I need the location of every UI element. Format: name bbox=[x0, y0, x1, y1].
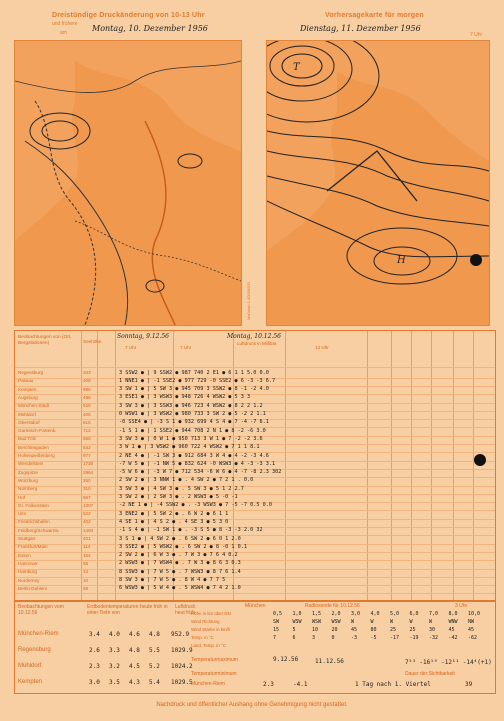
station-name: Bad Tölz bbox=[18, 436, 37, 442]
station-values: 3 ENE2 ● | 5 SW 2 ● . 6 W 2 ● 6 1 1 bbox=[119, 510, 229, 517]
sonde-value: 80 bbox=[370, 627, 377, 633]
station-height: 525 bbox=[83, 403, 91, 409]
sonde-value: 4,0 bbox=[370, 611, 380, 617]
station-values: 2 SW 2 ● | 6 W 3 ● . 7 W 3 ● 7 6 4 0.2 bbox=[119, 552, 238, 559]
station-values: 2 SW 2 ● | 3 NNW 1 ● . 4 SW 2 ● 7 2 1 . 0.0 bbox=[119, 477, 254, 484]
soil-station-name: München-Riem bbox=[18, 631, 59, 637]
sonde-value: 3 bbox=[312, 635, 316, 641]
station-height: 58 bbox=[83, 585, 89, 591]
sonde-value: 7 bbox=[273, 635, 277, 641]
station-values: 4 SE 1 ● | 4 S 2 ● . 4 SE 3 ● 5 3 0 bbox=[119, 518, 229, 525]
station-values: -1 S 4 ● | -1 SW 1 ● . -3 S 5 ● 8 -3 -3 2.0 32 bbox=[119, 527, 263, 534]
station-height: 401 bbox=[83, 536, 91, 541]
station-height: 405 bbox=[83, 411, 91, 417]
station-height: 114 bbox=[83, 544, 91, 550]
pressure-change-map-drawing bbox=[15, 41, 241, 325]
station-name: München-Stadt bbox=[18, 403, 50, 409]
station-values: 2 NE 4 ● | -1 SW 3 ● 912 684 3 W 4 ● 4 -2 -3 4.6 bbox=[119, 452, 269, 459]
station-values: 3 SW 2 ● | 2 SW 3 ● . 2 WSW3 ● 5 -0 -1 bbox=[119, 494, 238, 500]
station-height: 498 bbox=[83, 394, 91, 400]
station-name: Feldberg/Schwarzw. bbox=[18, 527, 60, 533]
station-name: Zugspitze bbox=[18, 469, 38, 475]
station-values: 6 WSW3 ● | 5 W 4 ● . 5 WSW4 ● 7 4 2 1.0 bbox=[119, 585, 241, 592]
station-values: 0 WSW1 ● | 3 WSW2 ● 980 733 3 SW 2 ● 5 -2 2 1.1 bbox=[119, 411, 266, 417]
radiosonde-sub: Radiosonde für 10.12.56 bbox=[305, 603, 360, 609]
sonde-value: 3,0 bbox=[351, 611, 361, 617]
time7b-header: 7 Uhr bbox=[180, 345, 192, 350]
station-values: -2 NE 1 ● | -4 SSW2 ● . -3 WSW3 ● 7 -5 -7 0.5 0.0 bbox=[119, 502, 273, 509]
station-name: Berchtesgaden bbox=[18, 444, 49, 450]
min-label: Temperaturminimum bbox=[191, 671, 237, 677]
sonde-value: 45 bbox=[351, 627, 358, 633]
soil-pressure-value: 1024.2 bbox=[171, 663, 193, 670]
sonde-value: 10,0 bbox=[468, 611, 481, 617]
station-height: 567 bbox=[83, 494, 91, 500]
bottom-panel bbox=[14, 600, 496, 694]
sonde-row-label: Temp. in °C bbox=[191, 635, 214, 640]
day1-header: Sonntag, 9.12.56 bbox=[117, 333, 169, 340]
sonde-value: W bbox=[351, 619, 355, 625]
forecast-map bbox=[266, 40, 490, 326]
sonde-value: WNW bbox=[448, 619, 458, 625]
station-name: Friedrichshafen bbox=[18, 519, 50, 525]
sonde-value: 5 bbox=[292, 627, 296, 633]
sonde-value: 2,0 bbox=[331, 611, 341, 617]
soil-temp-value: 3.3 bbox=[109, 647, 120, 654]
soil-temp-value: 3.0 bbox=[89, 679, 100, 686]
soil-temp-value: 5.2 bbox=[149, 663, 160, 670]
pressure-col-label: Luftdruck heut früh bbox=[175, 604, 196, 616]
time13-header: 13 Uhr bbox=[315, 345, 329, 350]
station-name: Gr. Falkenstein bbox=[18, 502, 49, 508]
sonde-value: 45 bbox=[468, 627, 475, 633]
station-name: Mühldorf bbox=[18, 411, 36, 417]
punch-hole-top bbox=[470, 254, 482, 266]
max-label: Temperaturmaximum bbox=[191, 657, 238, 663]
soil-temp-value: 4.3 bbox=[129, 679, 140, 686]
sonde-value: -5 bbox=[370, 635, 377, 641]
time7-header: 7 Uhr bbox=[125, 345, 137, 350]
sonde-value: 45 bbox=[448, 627, 455, 633]
station-values: 2 WSW3 ● | 7 WSW4 ● . 7 W 3 ● 8 6 3 0.3 bbox=[119, 560, 241, 567]
station-name: Passau bbox=[18, 378, 34, 384]
sonde-value: W bbox=[409, 619, 413, 625]
sonde-value: -19 bbox=[409, 635, 419, 641]
sonde-value: NW bbox=[468, 619, 475, 625]
left-map-subtitle: und frühere bbox=[52, 21, 78, 27]
station-values: -5 W 6 ● | -3 W 7 ● 712 534 -6 W 6 ● 4 -7 -8 2.3 302 bbox=[119, 469, 282, 476]
footer-notice: Nachdruck und öffentlicher Aushang ohne Genehmigung nicht gestattet. bbox=[156, 702, 348, 708]
right-map-date: Dienstag, 11. Dezember 1956 bbox=[300, 24, 421, 33]
soil-temp-value: 5.5 bbox=[149, 647, 160, 654]
station-name: Hamburg bbox=[18, 569, 37, 575]
sonde-value: -3 bbox=[351, 635, 358, 641]
sonde-value: 20 bbox=[331, 627, 338, 633]
station-values: 3 SW 3 ● | 4 SW 3 ● . 5 SW 3 ● 5 1 2 2.7 bbox=[119, 485, 244, 492]
station-height: 408 bbox=[83, 378, 91, 384]
sonde-value: WSW bbox=[292, 619, 302, 625]
station-name: Hannover bbox=[18, 560, 38, 566]
right-map-title: Vorhersagekarte für morgen bbox=[325, 12, 424, 19]
station-height: 402 bbox=[83, 519, 91, 525]
soil-temp-value: 4.5 bbox=[129, 663, 140, 670]
station-height: 260 bbox=[83, 477, 91, 483]
observations-table bbox=[14, 330, 496, 602]
station-height: 343 bbox=[83, 370, 91, 375]
sonde-value: W bbox=[370, 619, 374, 625]
soil-temp-value: 3.5 bbox=[109, 679, 120, 686]
station-values: 3 SW 3 ● | 3 SSW3 ● 946 723 4 WSW2 ● 8 2 2 1.2 bbox=[119, 402, 263, 409]
right-map-time: 7 Uhr bbox=[470, 32, 483, 38]
station-name: Wendelstein bbox=[18, 461, 44, 467]
sonde-row-label: Höhe in km über NN bbox=[191, 611, 231, 616]
pressure-change-map bbox=[14, 40, 242, 326]
station-name: Garmisch-Partenk. bbox=[18, 428, 57, 434]
sonde-row-label: Land, Temp. in °C bbox=[191, 643, 226, 648]
mond-text: 7⁵³ -16¹⁹ -12¹¹ -14⁴(+1) bbox=[405, 659, 492, 666]
station-name: Ulm bbox=[18, 511, 27, 517]
sonde-value: 25 bbox=[390, 627, 397, 633]
bottom-label-left: Beobachtungen vom 10.12.56 bbox=[18, 604, 64, 616]
station-height: 1730 bbox=[83, 461, 94, 467]
station-name: Kempten bbox=[18, 386, 37, 392]
station-values: 3 ESE1 ● | 3 WSW3 ● 948 726 4 WSW2 ● 5 3 3 bbox=[119, 394, 251, 401]
height-header: Seehöhe bbox=[83, 339, 102, 344]
sonne-label: Dauer der Sichtbarkeit bbox=[405, 671, 455, 677]
station-height: 310 bbox=[83, 486, 91, 492]
sonde-value: 1,5 bbox=[312, 611, 322, 617]
sonde-value: 25 bbox=[409, 627, 416, 633]
sonde-value: WSW bbox=[312, 619, 322, 625]
soil-temp-value: 2.3 bbox=[89, 663, 100, 670]
soil-station-name: Mühldorf bbox=[18, 663, 42, 669]
soil-temp-value: 3.2 bbox=[109, 663, 120, 670]
riem-val1: 2.3 bbox=[263, 681, 274, 688]
station-values: 3 SW 1 ● | 5 SW 3 ● 945 709 3 SSW2 ● 8 -1 -2 4.0 bbox=[119, 386, 269, 393]
soil-temp-value: 2.6 bbox=[89, 647, 100, 654]
soil-pressure-value: 1029.5 bbox=[171, 679, 193, 686]
left-map-date: Montag, 10. Dezember 1956 bbox=[92, 24, 208, 33]
soil-pressure-value: 952.9 bbox=[171, 631, 190, 638]
sonde-value: 7,0 bbox=[429, 611, 439, 617]
station-height: 10 bbox=[83, 577, 89, 583]
riem-label: München-Riem bbox=[191, 681, 225, 687]
station-values: 8 SW 3 ● | 7 W 5 ● . 8 W 4 ● 7 7 5 bbox=[119, 577, 226, 583]
station-name: Frankfurt/Main bbox=[18, 544, 48, 550]
station-height: 660 bbox=[83, 436, 91, 442]
sonde-value: 10 bbox=[312, 627, 319, 633]
sonde-value: 6,0 bbox=[409, 611, 419, 617]
sun-val: 39 bbox=[465, 681, 473, 688]
station-height: 815 bbox=[83, 419, 91, 425]
max-date: 9.12.56 bbox=[273, 656, 299, 663]
station-height: 14 bbox=[83, 569, 89, 575]
station-values: 8 SSW3 ● | 7 W 5 ● . 7 WSW3 ● 8 7 6 1.4 bbox=[119, 568, 241, 575]
riem-val2: -4.1 bbox=[293, 681, 308, 688]
station-name: Augsburg bbox=[18, 394, 38, 400]
station-height: 712 bbox=[83, 428, 91, 434]
station-name: Berlin-Dahlem bbox=[18, 585, 48, 591]
sonde-value: 1,0 bbox=[292, 611, 302, 617]
svg-text:T: T bbox=[293, 62, 300, 73]
sonde-value: -32 bbox=[429, 635, 439, 641]
day2-header: Montag, 10.12.56 bbox=[227, 333, 281, 340]
sonde-value: 30 bbox=[429, 627, 436, 633]
min-date: 11.12.56 bbox=[315, 658, 344, 665]
station-height: 1307 bbox=[83, 502, 94, 508]
pressure-header: Luftdruck in Millibar bbox=[237, 341, 277, 346]
erdboden-label: Erdbodentemperaturen heute früh in einer Tiefe von bbox=[87, 604, 168, 616]
soil-station-name: Kempten bbox=[18, 679, 43, 685]
scale-label: Maßstab 1:40000000 bbox=[246, 282, 251, 320]
radiosonde-title: München bbox=[245, 603, 266, 609]
station-height: 977 bbox=[83, 453, 91, 458]
station-height: 154 bbox=[83, 552, 91, 558]
left-map-date-prefix: am bbox=[60, 30, 67, 36]
station-height: 522 bbox=[83, 511, 91, 517]
soil-temp-value: 3.4 bbox=[89, 631, 100, 638]
sonde-row-label: Wind Richtung bbox=[191, 619, 220, 624]
soil-temp-value: 4.8 bbox=[129, 647, 140, 654]
sonne-text: 1 Tag nach 1. Viertel bbox=[355, 681, 431, 688]
station-values: -0 SSE4 ● | -3 S 1 ● 932 699 4 S 4 ● 7 -4 -7 6.1 bbox=[119, 419, 269, 426]
sonde-value: 6 bbox=[292, 635, 296, 641]
station-height: 695 bbox=[83, 386, 91, 392]
station-height: 542 bbox=[83, 444, 91, 450]
svg-text:H: H bbox=[397, 255, 406, 266]
forecast-map-drawing bbox=[267, 41, 489, 325]
station-name: Norderney bbox=[18, 577, 40, 583]
station-values: 3 SSW2 ● | 9 SSW2 ● 987 740 2 E1 ● 6 1 1 5.0 0.0 bbox=[119, 369, 269, 376]
sonde-value: SW bbox=[273, 619, 280, 625]
station-name: Regensburg bbox=[18, 370, 44, 375]
sonde-value: 15 bbox=[273, 627, 280, 633]
sonde-row-label: Wind Stärke in km/h bbox=[191, 627, 231, 632]
left-map-title: Dreistündige Druckänderung von 10-13 Uhr bbox=[52, 12, 205, 19]
soil-station-name: Regensburg bbox=[18, 647, 51, 653]
station-values: 3 SSE2 ● | 5 WSW2 ● . 6 SW 2 ● 8 -0 1 0.1 bbox=[119, 543, 248, 550]
sonde-value: W bbox=[429, 619, 433, 625]
soil-temp-value: 4.8 bbox=[149, 631, 160, 638]
soil-pressure-value: 1029.9 bbox=[171, 647, 193, 654]
sonde-value: W bbox=[390, 619, 394, 625]
station-name: Essen bbox=[18, 552, 31, 558]
sonde-value: 5,0 bbox=[390, 611, 400, 617]
station-values: 3 W 1 ● | 3 WSW2 ● 960 722 4 WSW2 ● 7 1 1 8.1 bbox=[119, 444, 260, 451]
station-name: Stuttgart bbox=[18, 536, 36, 541]
station-name: Nürnberg bbox=[18, 486, 38, 492]
soil-temp-value: 4.6 bbox=[129, 631, 140, 638]
sonde-value: -62 bbox=[468, 635, 478, 641]
soil-temp-value: 4.0 bbox=[109, 631, 120, 638]
sonde-value: 0 bbox=[331, 635, 335, 641]
station-values: -7 W 5 ● | -1 NW 5 ● 832 624 -0 WSW3 ● 4 -3 -3 3.1 bbox=[119, 460, 276, 467]
station-name: Hof bbox=[18, 494, 26, 500]
sonde-value: -17 bbox=[390, 635, 400, 641]
punch-hole-bottom bbox=[474, 454, 486, 466]
stations-header: Beobachtungen von (Ort, Bergstationen) bbox=[18, 335, 72, 346]
station-height: 2964 bbox=[83, 469, 94, 475]
station-name: Hohenpeißenberg bbox=[18, 453, 55, 458]
sonde-value: 0,5 bbox=[273, 611, 283, 617]
station-values: 1 NNE1 ● | -1 SSE2 ● 977 729 -0 SSE2 ● 6 -3 -3 6.7 bbox=[119, 377, 276, 384]
station-height: 55 bbox=[83, 560, 89, 566]
station-height: 1493 bbox=[83, 527, 94, 533]
station-values: 3 S 1 ● | 4 SW 2 ● . 6 SW 2 ● 6 0 1 2.0 bbox=[119, 535, 241, 542]
sonde-value: WSW bbox=[331, 619, 341, 625]
soil-temp-value: 5.4 bbox=[149, 679, 160, 686]
station-name: Würzburg bbox=[18, 477, 38, 483]
sonde-value: -42 bbox=[448, 635, 458, 641]
station-values: -1 S 1 ● | 1 SSE2 ● 944 708 2 N 1 ● 8 -2 -6 3.0 bbox=[119, 427, 266, 434]
sonde-value: 8,0 bbox=[448, 611, 458, 617]
radiosonde-hours: 3 Uhr bbox=[455, 603, 468, 609]
station-name: Oberstdorf bbox=[18, 419, 40, 425]
station-values: 3 SW 3 ● | 0 W 1 ● 950 713 3 W 1 ● 7 -2 -2 3.6 bbox=[119, 435, 263, 442]
